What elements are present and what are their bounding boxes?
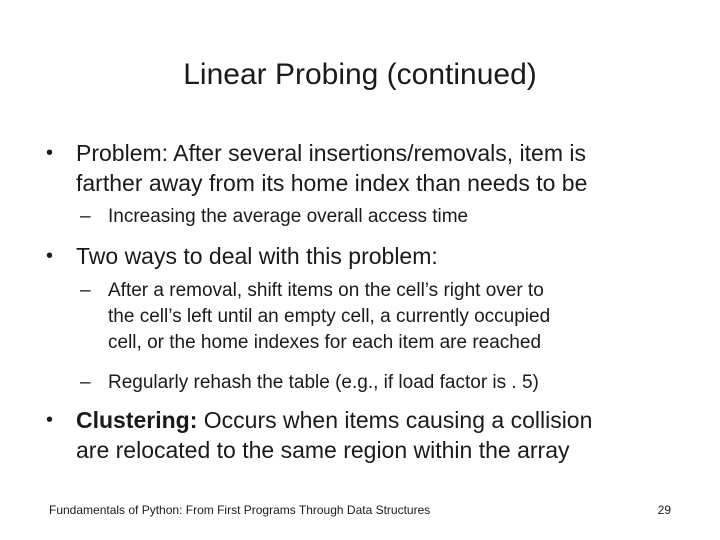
footer-text: Fundamentals of Python: From First Programs Through Data Structures <box>49 503 431 517</box>
page-number: 29 <box>657 503 671 517</box>
bullet-text <box>76 138 587 198</box>
sub-bullet-text <box>108 204 468 230</box>
bullet-line-rest: Occurs when items causing a collision <box>197 407 593 433</box>
sub-bullet-line: Regularly rehash the table (e.g., if load factor is . 5) <box>108 372 539 393</box>
bullet-line: Two ways to deal with this problem: <box>76 243 438 269</box>
sub-bullet-line: cell, or the home indexes for each item are reached <box>108 332 542 353</box>
sub-bullet-line: After a removal, shift items on the cell’s right over to <box>108 280 544 301</box>
bullet-line: are relocated to the same region within the array <box>76 437 570 463</box>
bullet-mark: • <box>46 409 54 431</box>
bullet-mark: • <box>46 245 54 267</box>
sub-bullet-line: the cell’s left until an empty cell, a currently occupied <box>108 306 551 327</box>
bullet-text <box>76 405 592 465</box>
slide-title: Linear Probing (continued) <box>183 58 537 91</box>
sub-bullet-mark: – <box>80 206 91 227</box>
sub-bullet-mark: – <box>80 280 91 301</box>
sub-bullet-line: Increasing the average overall access time <box>108 206 469 227</box>
bullet-text <box>76 241 438 271</box>
bullet-line: Problem: After several insertions/removals, item is <box>76 140 587 166</box>
sub-bullet-mark: – <box>80 372 91 393</box>
clustering-term: Clustering: <box>76 407 198 433</box>
bullet-line <box>76 405 592 435</box>
bullet-mark: • <box>46 142 54 164</box>
sub-bullet-text <box>108 278 550 356</box>
sub-bullet-text <box>108 370 539 396</box>
bullet-line: farther away from its home index than needs to be <box>76 170 588 196</box>
